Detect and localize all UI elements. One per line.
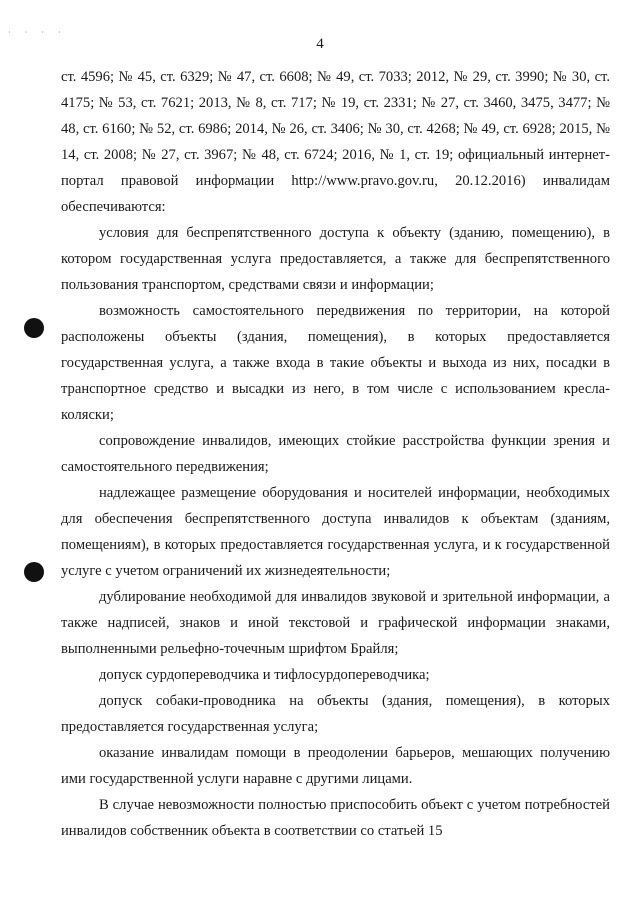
- paragraph-sign-interpreter: допуск сурдопереводчика и тифлосурдопереводчика;: [99, 667, 430, 683]
- paragraph-impossibility: В случае невозможности полностью приспособить объект с учетом потребностей инвалидов собственник объекта в соответствии со статьей 15: [61, 797, 610, 839]
- scan-specks: · · · ·: [8, 28, 67, 37]
- paragraph-assistance: оказание инвалидам помощи в преодолении барьеров, мешающих получению ими государственной услуги наравне с другими лицами.: [61, 745, 610, 787]
- paragraph-citation-continuation: ст. 4596; № 45, ст. 6329; № 47, ст. 6608; № 49, ст. 7033; 2012, № 29, ст. 3990; № 30, ст. 4175; № 53, ст. 7621; 2013, № 8, ст. 717; № 19, ст. 2331; № 27, ст. 3460, 3475, 3477; № 48, ст. 6160; № 52, ст. 6986; 2014, № 26, ст. 3406; № 30, ст. 4268; № 49, ст. 6928; 2015, № 14, ст. 2008; № 27, ст. 3967; № 48, ст. 6724; 2016, № 1, ст. 19; официальный интернет-портал правовой информации http://www.pravo.gov.ru, 20.12.2016) инвалидам обеспечиваются:: [61, 69, 610, 215]
- paragraph-independent-movement: возможность самостоятельного передвижения по территории, на которой расположены объекты (здания, помещения), в которых предоставляется государственная услуга, а также входа в такие объекты и выхода из них, посадки в транспортное средство и высадки из него, в том числе с использованием кресла-коляски;: [61, 303, 610, 423]
- paragraph-guide-dog: допуск собаки-проводника на объекты (здания, помещения), в которых предоставляется государственная услуга;: [61, 693, 610, 735]
- paragraph-equipment-placement: надлежащее размещение оборудования и носителей информации, необходимых для обеспечения беспрепятственного доступа инвалидов к объектам (зданиям, помещениям), в которых предоставляется государственная услуга, и к государственной услуге с учетом ограничений их жизнедеятельности;: [61, 485, 610, 579]
- punch-hole-bottom: [24, 562, 44, 582]
- document-body: [61, 64, 610, 844]
- paragraph-escort: сопровождение инвалидов, имеющих стойкие расстройства функции зрения и самостоятельного передвижения;: [61, 433, 610, 475]
- paragraph-access-conditions: условия для беспрепятственного доступа к объекту (зданию, помещению), в котором государственная услуга предоставляется, а также для беспрепятственного пользования транспортом, средствами связи и информации;: [61, 225, 610, 293]
- punch-hole-top: [24, 318, 44, 338]
- page-number: 4: [316, 36, 324, 52]
- paragraph-duplication: дублирование необходимой для инвалидов звуковой и зрительной информации, а также надписей, знаков и иной текстовой и графической информации знаками, выполненными рельефно-точечным шрифтом Брайля;: [61, 589, 610, 657]
